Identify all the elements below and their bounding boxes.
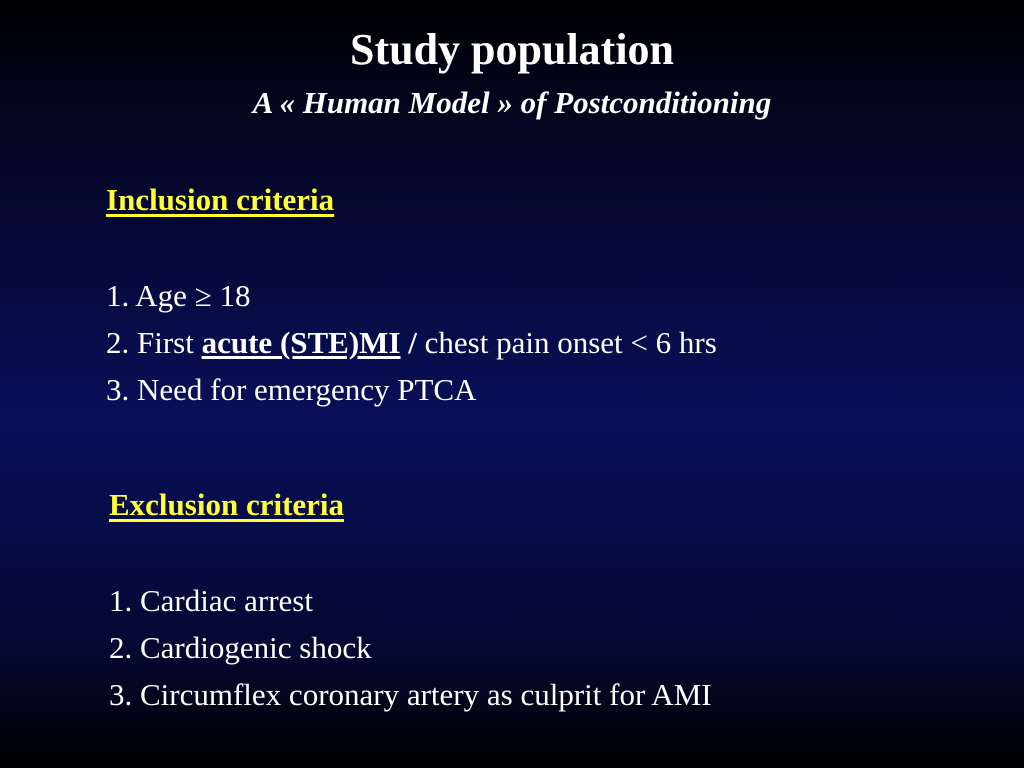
inclusion-item-separator: / (400, 325, 425, 360)
exclusion-item-circumflex-culprit: 3. Circumflex coronary artery as culprit for AMI (109, 677, 712, 712)
inclusion-item-acute-mi-prefix: 2. First (106, 325, 202, 360)
inclusion-item-acute-mi-suffix: chest pain onset < 6 hrs (424, 325, 717, 360)
slide-title: Study population (349, 25, 675, 74)
slide-subtitle: A « Human Model » of Postconditioning (252, 85, 772, 120)
inclusion-item-acute-mi (106, 319, 717, 366)
acute-stemi-emphasis: acute (STE)MI (201, 325, 401, 360)
exclusion-criteria-heading: Exclusion criteria (109, 487, 345, 522)
inclusion-item-ptca: 3. Need for emergency PTCA (106, 372, 477, 407)
inclusion-criteria-list (106, 272, 717, 413)
exclusion-criteria-list (109, 577, 712, 718)
inclusion-item-age: 1. Age ≥ 18 (106, 278, 251, 313)
exclusion-item-cardiogenic-shock: 2. Cardiogenic shock (109, 630, 372, 665)
inclusion-criteria-heading: Inclusion criteria (106, 182, 335, 217)
exclusion-item-cardiac-arrest: 1. Cardiac arrest (109, 583, 313, 618)
